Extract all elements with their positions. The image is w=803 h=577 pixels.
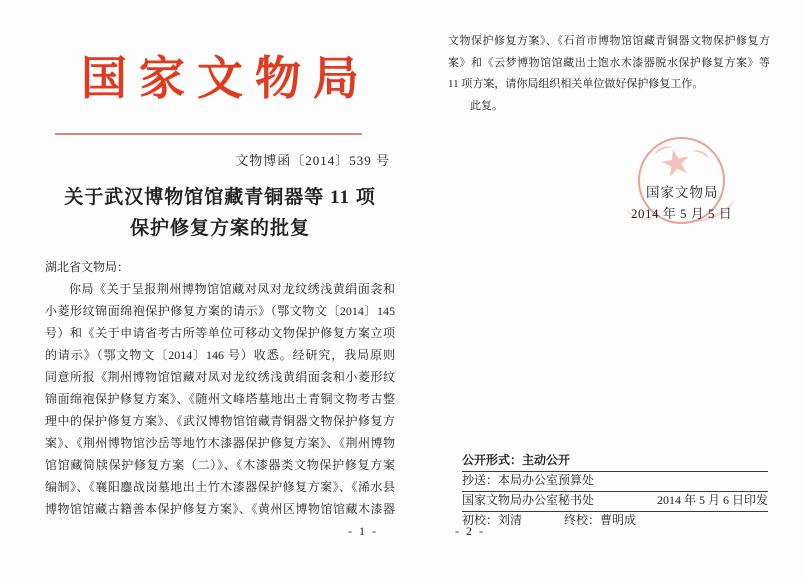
signature-date: 2014 年 5 月 5 日 (631, 206, 733, 221)
body-line: 案》和《云梦博物馆馆藏出土饱水木漆器脱水保护修复方案》等 (448, 56, 770, 69)
page2-body (448, 31, 770, 117)
page1-number: - 1 - (348, 524, 378, 538)
body-line: 号）和《关于申请省考古所等单位可移动文物保护修复方案立项 (45, 326, 395, 340)
agency-letterhead: 国家文物局 (81, 53, 371, 104)
body-line: 11 项方案，请你局组织相关单位做好保护修复工作。 (448, 78, 704, 90)
body-line: 博物馆馆藏古籍善本保护修复方案》、《黄州区博物馆馆藏木漆器 (45, 502, 395, 516)
cc-value: 本局办公室预算处 (498, 473, 595, 487)
letterhead-divider (55, 133, 362, 135)
document-title-line2: 保护修复方案的批复 (129, 218, 310, 239)
issuer-office: 国家文物局办公室秘书处 (462, 493, 595, 507)
body-line: 小菱形纹锦面绵袍保护修复方案的请示》（鄂文物文〔2014〕145 (45, 304, 395, 318)
closing-phrase: 此复。 (470, 99, 503, 112)
body-line: 你局《关于呈报荆州博物馆馆藏对凤对龙纹绣浅黄绢面衾和 (69, 282, 395, 296)
body-line: 案》、《荆州博物馆沙岳等地竹木漆器保护修复方案》、《荆州博物 (45, 436, 395, 450)
salutation: 湖北省文物局： (45, 260, 130, 274)
final-proof-label: 终校： (564, 513, 601, 527)
proofreader-row (462, 512, 768, 531)
publicity-row (462, 452, 768, 472)
signature-agency: 国家文物局 (646, 185, 719, 200)
first-proof-name: 刘清 (498, 513, 523, 527)
cc-row (462, 472, 768, 492)
body-line: 的请示》（鄂文物文〔2014〕146 号）收悉。经研究，我局原则 (45, 348, 395, 362)
publicity-value: 主动公开 (522, 453, 571, 467)
body-line: 馆馆藏简牍保护修复方案（二）》、《木漆器类文物保护修复方案 (45, 458, 395, 472)
document-title-line1: 关于武汉博物馆馆藏青铜器等 11 项 (64, 187, 376, 208)
cc-label: 抄送： (462, 473, 499, 487)
first-proof-label: 初校： (462, 513, 499, 527)
body-line: 编制》、《襄阳鏖战岗墓地出土竹木漆器保护修复方案》、《浠水县 (45, 480, 395, 494)
body-line: 同意所报《荆州博物馆馆藏对凤对龙纹绣浅黄绢面衾和小菱形纹 (45, 370, 395, 384)
seal-star-icon: ★ (655, 140, 697, 187)
publicity-label: 公开形式： (462, 453, 523, 467)
page1-body (45, 256, 395, 520)
footer-admin-block (462, 452, 768, 531)
body-line: 锦面绵袍保护修复方案》、《随州文峰塔墓地出土青铜文物考古整 (45, 392, 395, 406)
body-line: 文物保护修复方案》、《石首市博物馆馆藏青铜器文物保护修复方 (448, 35, 770, 47)
issuer-row (462, 492, 768, 512)
document-number: 文物博函〔2014〕539 号 (235, 153, 390, 168)
page2-number: - 2 - (455, 524, 485, 538)
final-proof-name: 曹明成 (600, 513, 637, 527)
document-title (45, 182, 395, 244)
body-line: 理中的保护修复方案》、《武汉博物馆馆藏青铜器文物保护修复方 (45, 414, 395, 428)
print-date: 2014 年 5 月 6 日印发 (656, 493, 768, 507)
